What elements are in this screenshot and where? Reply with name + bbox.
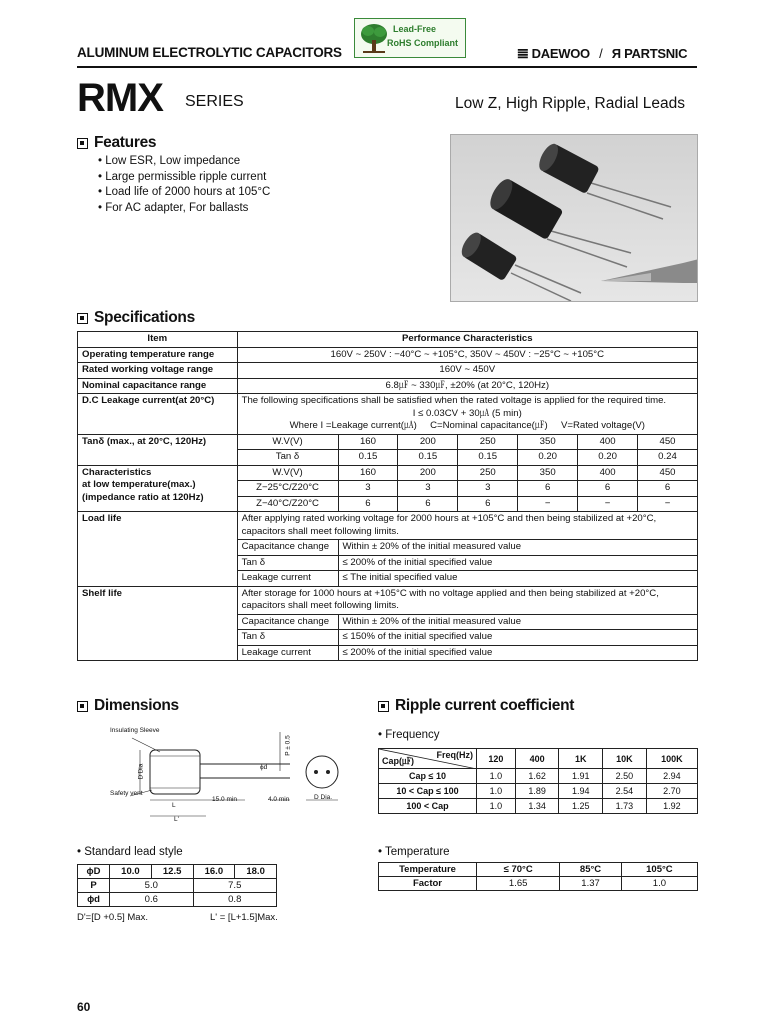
ripple-title: Ripple current coefficient <box>395 697 575 714</box>
min15-label: 15.0 min <box>212 796 237 803</box>
table-cell: 1.91 <box>559 769 603 784</box>
table-cell: 6 <box>578 481 638 497</box>
table-cell: 0.6 <box>110 893 193 907</box>
d-dia2-label: D Dia. <box>314 794 333 801</box>
table-cell: 12.5 <box>151 865 193 879</box>
table-cell: 105°C <box>621 863 697 877</box>
low-temp-label <box>78 465 238 512</box>
min4-label: 4.0 min <box>268 796 290 803</box>
table-cell: ≤ 150% of the initial specified value <box>338 630 698 646</box>
table-cell: W.V(V) <box>237 434 338 450</box>
table-cell: 85°C <box>560 863 622 877</box>
table-cell: 160 <box>338 434 398 450</box>
list-item: • Large permissible ripple current <box>98 170 267 183</box>
table-cell: 350 <box>518 434 578 450</box>
nominal-cap-label: Nominal capacitance range <box>78 378 238 394</box>
table-cell: − <box>578 496 638 512</box>
table-cell: 6 <box>458 496 518 512</box>
table-cell: 1.37 <box>560 877 622 891</box>
frequency-title: • Frequency <box>378 729 440 741</box>
product-category: ALUMINUM ELECTROLYTIC CAPACITORS <box>77 45 342 60</box>
table-cell: Within ± 20% of the initial measured value <box>338 540 698 556</box>
features-list <box>98 154 270 216</box>
table-cell: P <box>78 879 110 893</box>
header-rule <box>77 66 697 68</box>
table-cell: 18.0 <box>235 865 277 879</box>
table-cell: 3 <box>458 481 518 497</box>
table-cell: 7.5 <box>193 879 277 893</box>
brand-separator: / <box>599 46 603 61</box>
table-cell: 5.0 <box>110 879 193 893</box>
table-cell: ≤ The initial specified value <box>338 571 698 587</box>
temperature-title: • Temperature <box>378 846 450 858</box>
table-cell: 450 <box>638 465 698 481</box>
table-cell: 0.15 <box>458 450 518 466</box>
table-cell: Temperature <box>379 863 477 877</box>
table-cell: 1.92 <box>646 799 697 814</box>
section-box-icon <box>378 701 389 712</box>
table-cell: 1.94 <box>559 784 603 799</box>
table-cell: 1.62 <box>515 769 559 784</box>
table-cell: 250 <box>458 434 518 450</box>
table-cell: − <box>518 496 578 512</box>
table-cell: 1.0 <box>477 769 516 784</box>
table-cell: W.V(V) <box>237 465 338 481</box>
table-cell: 160 <box>338 465 398 481</box>
series-tagline: Low Z, High Ripple, Radial Leads <box>455 95 686 112</box>
table-cell: 6 <box>638 481 698 497</box>
cap-uf-label: Cap(㎌) <box>382 756 414 766</box>
table-cell: 200 <box>398 434 458 450</box>
op-temp-label: Operating temperature range <box>78 347 238 363</box>
note-l-prime: L' = [L+1.5]Max. <box>210 912 278 923</box>
list-item: • For AC adapter, For ballasts <box>98 201 249 214</box>
table-cell: 0.20 <box>578 450 638 466</box>
table-cell: 350 <box>518 465 578 481</box>
p-label: P ± 0.5 <box>284 735 292 756</box>
dc-leakage-where: Where I =Leakage current(㎂) C=Nominal capacitance(㎌) V=Rated voltage(V) <box>289 420 645 431</box>
brand-daewoo: DAEWOO <box>531 46 590 61</box>
table-cell: 0.24 <box>638 450 698 466</box>
series-name: RMX <box>77 76 163 120</box>
rohs-line2: RoHS Compliant <box>387 38 458 48</box>
section-box-icon <box>77 313 88 324</box>
page-number: 60 <box>77 1000 91 1014</box>
product-photo <box>450 134 698 302</box>
table-cell: 1.73 <box>603 799 647 814</box>
specifications-table <box>77 331 698 661</box>
dc-leakage-label: D.C Leakage current(at 20°C) <box>78 394 238 435</box>
table-cell: Tan δ <box>237 450 338 466</box>
daewoo-logo-icon: 𝌆 <box>517 46 529 61</box>
shelf-life-label: Shelf life <box>78 586 238 661</box>
table-cell: Z−25°C/Z20°C <box>237 481 338 497</box>
table-cell: 200 <box>398 465 458 481</box>
lead-style-title: • Standard lead style <box>77 846 183 858</box>
table-cell: 0.15 <box>338 450 398 466</box>
dimensions-title: Dimensions <box>94 697 179 714</box>
section-box-icon <box>77 701 88 712</box>
series-word: SERIES <box>185 93 244 110</box>
dimensions-heading <box>77 697 179 715</box>
list-item: • Low ESR, Low impedance <box>98 155 241 167</box>
freq-cap-header <box>379 749 477 769</box>
table-cell: Leakage current <box>237 645 338 661</box>
capacitor-drawing-icon <box>110 726 360 826</box>
table-cell: 10 < Cap ≤ 100 <box>379 784 477 799</box>
table-cell: Cap ≤ 10 <box>379 769 477 784</box>
sleeve-label: Insulating Sleeve <box>110 727 160 734</box>
load-life-text: After applying rated working voltage for 2000 hours at +105°C and then being stabilized at +20°C, capacitors shall meet following limits. <box>237 512 697 540</box>
list-item: • Load life of 2000 hours at 105°C <box>98 186 271 198</box>
table-cell: 10K <box>603 749 647 769</box>
rated-voltage-label: Rated working voltage range <box>78 363 238 379</box>
table-cell: 0.20 <box>518 450 578 466</box>
table-cell: 1.65 <box>477 877 560 891</box>
table-cell: 1.0 <box>621 877 697 891</box>
table-cell: 1K <box>559 749 603 769</box>
low-temp-label-line3: (impedance ratio at 120Hz) <box>82 491 204 503</box>
ripple-heading <box>378 697 574 715</box>
temperature-table <box>378 862 698 891</box>
table-cell: 2.70 <box>646 784 697 799</box>
table-cell: ≤ 200% of the initial specified value <box>338 555 698 571</box>
l-label: L <box>172 802 176 809</box>
brand-logos <box>517 46 687 62</box>
d-dia-label: D'Dia <box>137 763 145 780</box>
table-cell: 0.15 <box>398 450 458 466</box>
table-cell: ϕD <box>78 865 110 879</box>
table-cell: 450 <box>638 434 698 450</box>
low-temp-label-line2: at low temperature(max.) <box>82 479 196 490</box>
partsnic-logo-icon: Я <box>611 46 621 61</box>
table-cell: 400 <box>515 749 559 769</box>
table-cell: ≤ 70°C <box>477 863 560 877</box>
table-cell: 3 <box>338 481 398 497</box>
table-cell: 1.0 <box>477 784 516 799</box>
note-d-prime: D'=[D +0.5] Max. <box>77 912 148 923</box>
table-cell: 3 <box>398 481 458 497</box>
table-cell: 1.25 <box>559 799 603 814</box>
table-cell: Z−40°C/Z20°C <box>237 496 338 512</box>
table-cell: 2.50 <box>603 769 647 784</box>
shelf-life-text: After storage for 1000 hours at +105°C with no voltage applied and then being stabilized at +20°C, capacitors shall meet following limits. <box>237 586 697 614</box>
head-item: Item <box>78 332 238 348</box>
table-cell: 100 < Cap <box>379 799 477 814</box>
dc-leakage-desc: The following specifications shall be satisfied when the rated voltage is applied for the required time. <box>241 395 667 406</box>
specifications-title: Specifications <box>94 309 195 326</box>
load-life-label: Load life <box>78 512 238 587</box>
op-temp-value: 160V ~ 250V : −40°C ~ +105°C, 350V ~ 450V : −25°C ~ +105°C <box>237 347 697 363</box>
phi-d-label: ϕd <box>260 764 268 771</box>
nominal-cap-value: 6.8㎌ ~ 330㎌, ±20% (at 20°C, 120Hz) <box>237 378 697 394</box>
features-heading <box>77 134 156 152</box>
specifications-heading <box>77 309 195 327</box>
l-prime-label: L' <box>174 816 179 823</box>
table-cell: 100K <box>646 749 697 769</box>
features-title: Features <box>94 134 157 151</box>
table-cell: 6 <box>518 481 578 497</box>
table-cell: Capacitance change <box>237 540 338 556</box>
table-cell: Leakage current <box>237 571 338 587</box>
brand-partsnic: PARTSNIC <box>624 46 688 61</box>
frequency-table <box>378 748 698 814</box>
table-cell: 2.94 <box>646 769 697 784</box>
low-temp-label-line1: Characteristics <box>82 466 152 478</box>
rohs-line1: Lead-Free <box>393 24 437 34</box>
table-cell: − <box>638 496 698 512</box>
tree-icon <box>359 22 389 54</box>
dc-leakage-formula: I ≤ 0.03CV + 30㎂ (5 min) <box>412 407 522 419</box>
table-cell: 120 <box>477 749 516 769</box>
table-cell: Capacitance change <box>237 614 338 630</box>
table-cell: 16.0 <box>193 865 235 879</box>
table-cell: 1.34 <box>515 799 559 814</box>
head-performance: Performance Characteristics <box>237 332 697 348</box>
rated-voltage-value: 160V ~ 450V <box>237 363 697 379</box>
table-cell: 0.8 <box>193 893 277 907</box>
table-cell: Factor <box>379 877 477 891</box>
table-cell: 400 <box>578 465 638 481</box>
table-cell: 6 <box>398 496 458 512</box>
table-cell: ≤ 200% of the initial specified value <box>338 645 698 661</box>
tan-delta-label: Tanδ (max., at 20°C, 120Hz) <box>78 434 238 465</box>
dimension-drawing <box>110 726 360 826</box>
rohs-badge <box>354 18 466 58</box>
table-cell: 10.0 <box>110 865 152 879</box>
lead-style-table <box>77 864 277 907</box>
table-cell: ϕd <box>78 893 110 907</box>
section-box-icon <box>77 138 88 149</box>
table-cell: 250 <box>458 465 518 481</box>
table-cell: Tan δ <box>237 555 338 571</box>
table-cell: 6 <box>338 496 398 512</box>
table-cell: 2.54 <box>603 784 647 799</box>
table-cell: 1.89 <box>515 784 559 799</box>
table-cell: Within ± 20% of the initial measured value <box>338 614 698 630</box>
vent-label: Safety vent <box>110 790 143 797</box>
table-cell: 1.0 <box>477 799 516 814</box>
table-cell: Tan δ <box>237 630 338 646</box>
dc-leakage-text <box>237 394 697 435</box>
freq-hz-label: Freq(Hz) <box>436 750 473 760</box>
capacitor-photo-icon <box>451 135 698 302</box>
table-cell: 400 <box>578 434 638 450</box>
